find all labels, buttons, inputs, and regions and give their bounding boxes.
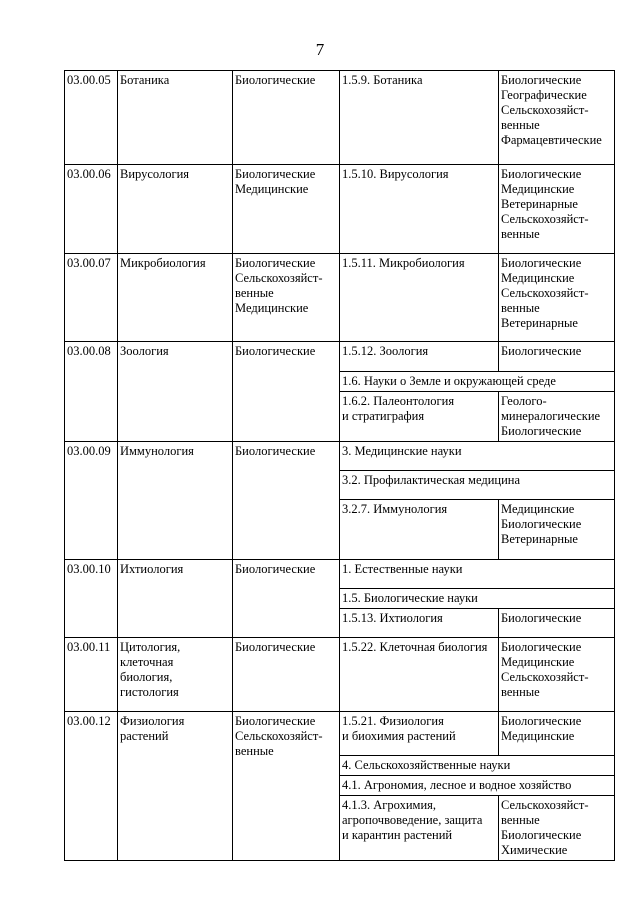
spec-cell: 1.5.21. Физиология и биохимия растений (340, 712, 499, 756)
name-cell: Зоология (118, 342, 233, 442)
spec-cell: 1.5.12. Зоология (340, 342, 499, 372)
name-cell: Иммунология (118, 442, 233, 560)
spec-cell: 1.5.13. Ихтиология (340, 609, 499, 638)
table-row (65, 638, 615, 712)
code-cell: 03.00.11 (65, 638, 118, 712)
spec-cell: 1.5.22. Клеточная биология (340, 638, 499, 712)
branches-cell: Биологические Медицинские Сельскохозяйст- венные (499, 638, 615, 712)
specialties-table (64, 70, 615, 861)
spec-cell: 1.6.2. Палеонтология и стратиграфия (340, 392, 499, 442)
branches-cell: Сельскохозяйст- венные Биологические Химические (499, 796, 615, 861)
branches-cell: Биологические Медицинские Ветеринарные Сельскохозяйст- венные (499, 165, 615, 254)
branches-cell: Биологические (499, 609, 615, 638)
table-row (65, 165, 615, 254)
branches-cell: Биологические Медицинские (499, 712, 615, 756)
branches-cell: Биологические (499, 342, 615, 372)
section-cell: 3. Медицинские науки (340, 442, 615, 471)
section-cell: 1. Естественные науки (340, 560, 615, 589)
code-cell: 03.00.06 (65, 165, 118, 254)
table-row (65, 254, 615, 342)
name-cell: Физиология растений (118, 712, 233, 861)
name-cell: Вирусология (118, 165, 233, 254)
spec-cell: 3.2.7. Иммунология (340, 500, 499, 560)
groups-cell: Биологические Сельскохозяйст- венные (233, 712, 340, 861)
groups-cell: Биологические Медицинские (233, 165, 340, 254)
groups-cell: Биологические (233, 71, 340, 165)
spec-cell: 1.5.11. Микробиология (340, 254, 499, 342)
groups-cell: Биологические (233, 342, 340, 442)
branches-cell: Биологические Медицинские Сельскохозяйст- венные Ветеринарные (499, 254, 615, 342)
spec-cell: 1.5.10. Вирусология (340, 165, 499, 254)
code-cell: 03.00.05 (65, 71, 118, 165)
name-cell: Ботаника (118, 71, 233, 165)
code-cell: 03.00.07 (65, 254, 118, 342)
spec-cell: 1.5.9. Ботаника (340, 71, 499, 165)
table-row (65, 442, 615, 471)
groups-cell: Биологические Сельскохозяйст- венные Медицинские (233, 254, 340, 342)
subsection-cell: 3.2. Профилактическая медицина (340, 471, 615, 500)
page-number: 7 (315, 40, 325, 59)
table-row (65, 342, 615, 372)
code-cell: 03.00.08 (65, 342, 118, 442)
spec-cell: 4.1.3. Агрохимия, агропочвоведение, защита и карантин растений (340, 796, 499, 861)
branches-cell: Геолого- минералогические Биологические (499, 392, 615, 442)
branches-cell: Медицинские Биологические Ветеринарные (499, 500, 615, 560)
groups-cell: Биологические (233, 638, 340, 712)
groups-cell: Биологические (233, 560, 340, 638)
code-cell: 03.00.09 (65, 442, 118, 560)
table-row (65, 712, 615, 756)
table-row (65, 71, 615, 165)
name-cell: Ихтиология (118, 560, 233, 638)
name-cell: Цитология, клеточная биология, гистология (118, 638, 233, 712)
name-cell: Микробиология (118, 254, 233, 342)
groups-cell: Биологические (233, 442, 340, 560)
branches-cell: Биологические Географические Сельскохозяйст- венные Фармацевтические (499, 71, 615, 165)
section-cell: 1.6. Науки о Земле и окружающей среде (340, 372, 615, 392)
code-cell: 03.00.12 (65, 712, 118, 861)
code-cell: 03.00.10 (65, 560, 118, 638)
section-cell: 4. Сельскохозяйственные науки (340, 756, 615, 776)
subsection-cell: 1.5. Биологические науки (340, 589, 615, 609)
table-row (65, 560, 615, 589)
subsection-cell: 4.1. Агрономия, лесное и водное хозяйство (340, 776, 615, 796)
